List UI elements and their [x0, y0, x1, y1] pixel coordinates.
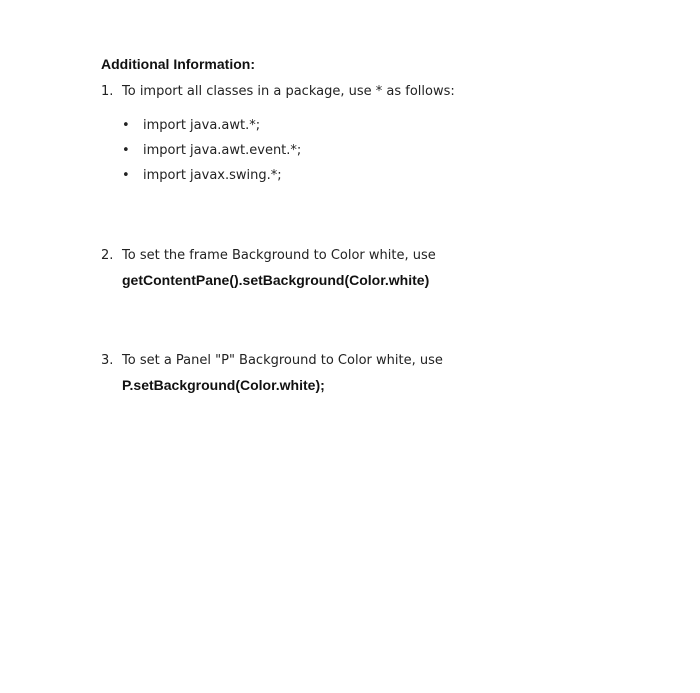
bullet-icon: •: [122, 168, 130, 183]
item-number: 3.: [101, 353, 114, 368]
list-item-1: [101, 80, 455, 104]
code-snippet: getContentPane().setBackground(Color.white): [122, 272, 430, 288]
list-item-2: [101, 244, 436, 292]
list-item-3: [101, 349, 443, 397]
item-number: 1.: [101, 84, 114, 99]
code-snippet: P.setBackground(Color.white);: [122, 377, 325, 393]
bullet-text: import javax.swing.*;: [143, 168, 282, 183]
bullet-item: [122, 138, 301, 163]
bullet-text: import java.awt.event.*;: [143, 143, 302, 158]
bullet-item: [122, 163, 301, 188]
bullet-text: import java.awt.*;: [143, 118, 261, 133]
bullet-icon: •: [122, 143, 130, 158]
section-heading: Additional Information:: [101, 56, 255, 72]
import-bullet-list: [122, 113, 301, 188]
bullet-icon: •: [122, 118, 130, 133]
bullet-item: [122, 113, 301, 138]
item-text: To set a Panel "P" Background to Color white, use: [122, 353, 443, 368]
item-number: 2.: [101, 248, 114, 263]
item-text: To set the frame Background to Color white, use: [122, 248, 436, 263]
item-text: To import all classes in a package, use * as follows:: [122, 84, 455, 99]
